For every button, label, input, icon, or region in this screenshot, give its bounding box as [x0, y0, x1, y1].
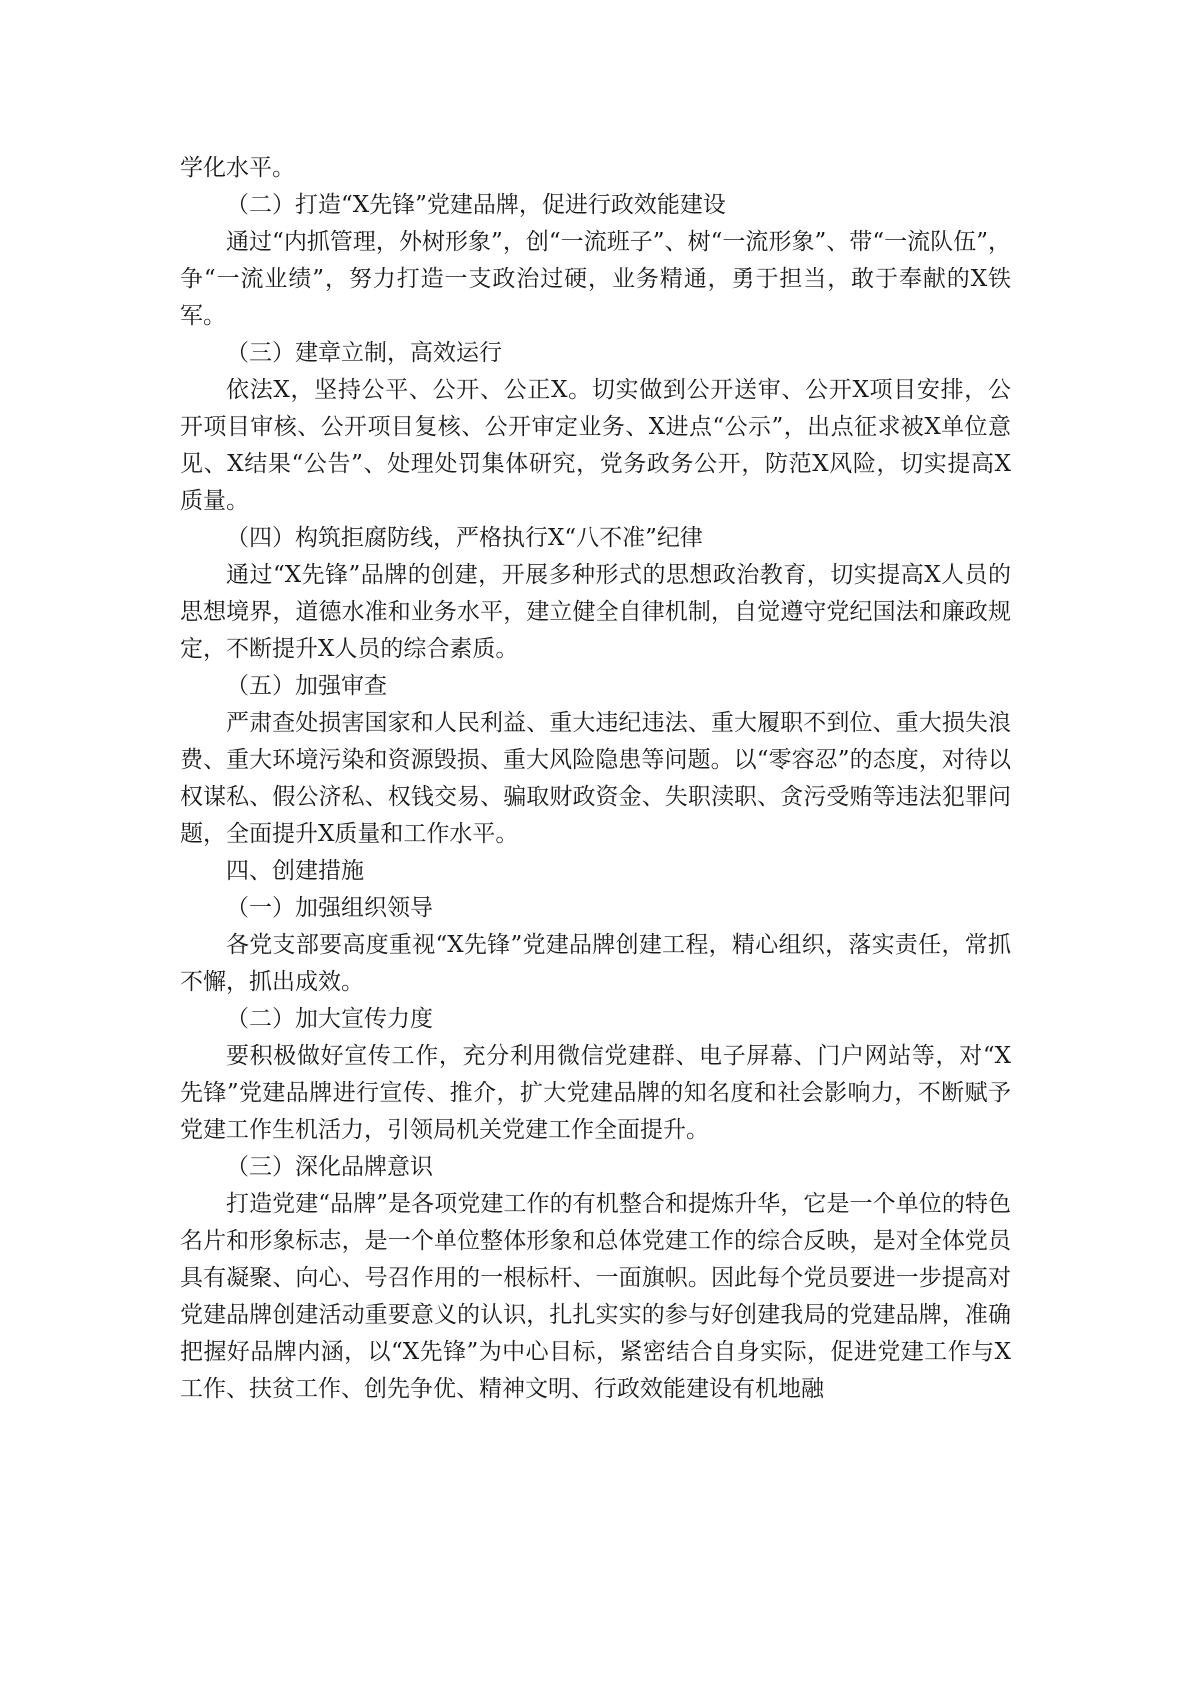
- body-paragraph: 要积极做好宣传工作，充分利用微信党建群、电子屏幕、门户网站等，对“X先锋”党建品牌进行宣传、推介，扩大党建品牌的知名度和社会影响力，不断赋予党建工作生机活力，引领局机关党建工作全面提升。: [180, 1043, 1011, 1143]
- document-body: [180, 150, 1011, 1408]
- section-subheading: （三）深化品牌意识: [226, 1154, 433, 1180]
- section-subheading: （三）建章立制，高效运行: [226, 340, 502, 366]
- section-subheading: （四）构筑拒腐防线，严格执行X“八不准”纪律: [226, 525, 703, 551]
- section-subheading: （五）加强审查: [226, 673, 387, 699]
- body-paragraph: 通过“X先锋”品牌的创建，开展多种形式的思想政治教育，切实提高X人员的思想境界，道德水准和业务水平，建立健全自律机制，自觉遵守党纪国法和廉政规定，不断提升X人员的综合素质。: [180, 562, 1011, 662]
- section-subheading: （二）打造“X先锋”党建品牌，促进行政效能建设: [226, 192, 726, 218]
- section-subheading: （一）加强组织领导: [226, 895, 433, 921]
- body-paragraph: 各党支部要高度重视“X先锋”党建品牌创建工程，精心组织，落实责任，常抓不懈，抓出成效。: [180, 932, 1011, 995]
- paragraph-continuation: 学化水平。: [180, 155, 295, 181]
- body-paragraph: 严肃查处损害国家和人民利益、重大违纪违法、重大履职不到位、重大损失浪费、重大环境污染和资源毁损、重大风险隐患等问题。以“零容忍”的态度，对待以权谋私、假公济私、权钱交易、骗取财政资金、失职渎职、贪污受贿等违法犯罪问题，全面提升X质量和工作水平。: [180, 710, 1011, 847]
- body-paragraph: 依法X，坚持公平、公开、公正X。切实做到公开送审、公开X项目安排，公开项目审核、公开项目复核、公开审定业务、X进点“公示”，出点征求被X单位意见、X结果“公告”、处理处罚集体研究，党务政务公开，防范X风险，切实提高X质量。: [180, 377, 1011, 514]
- body-paragraph: 通过“内抓管理，外树形象”，创“一流班子”、树“一流形象”、带“一流队伍”，争“一流业绩”，努力打造一支政治过硬，业务精通，勇于担当，敢于奉献的X铁军。: [180, 229, 1011, 329]
- section-heading: 四、创建措施: [226, 858, 364, 884]
- body-paragraph: 打造党建“品牌”是各项党建工作的有机整合和提炼升华，它是一个单位的特色名片和形象标志，是一个单位整体形象和总体党建工作的综合反映，是对全体党员具有凝聚、向心、号召作用的一根标杆、一面旗帜。因此每个党员要进一步提高对党建品牌创建活动重要意义的认识，扎扎实实的参与好创建我局的党建品牌，准确把握好品牌内涵，以“X先锋”为中心目标，紧密结合自身实际，促进党建工作与X工作、扶贫工作、创先争优、精神文明、行政效能建设有机地融: [180, 1191, 1011, 1402]
- section-subheading: （二）加大宣传力度: [226, 1006, 433, 1032]
